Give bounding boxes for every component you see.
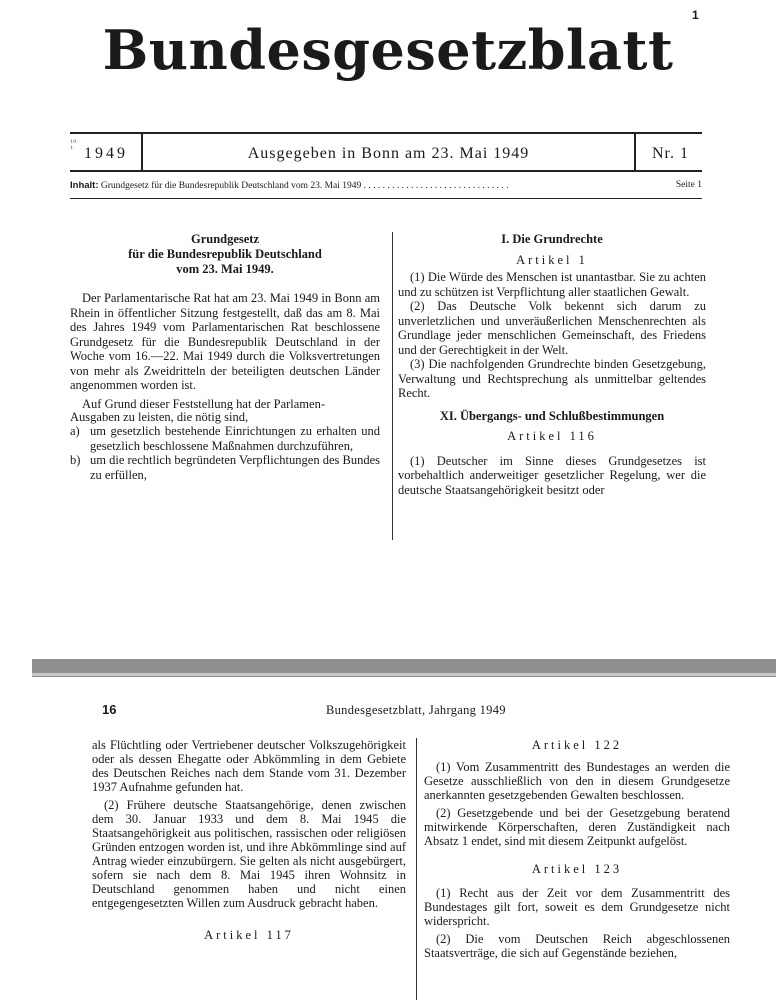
article-heading: Artikel 122: [531, 738, 623, 752]
law-title-line-2: für die Bundesrepublik Deutschland: [128, 247, 322, 261]
article-paragraph: (1) Die Würde des Menschen ist unantastbar. Sie zu achten und zu schützen ist Verpflichtung aller staatlichen Gewalt.: [398, 270, 706, 299]
article-heading: Artikel 116: [507, 429, 597, 443]
article-paragraph: (2) Das Deutsche Volk bekennt sich darum zu unverletzlichen und unveräußerlichen Menschenrechten als Grundlage jeder menschlichen Gemeinschaft, des Friedens und der Gerechtigkeit in der Welt.: [398, 299, 706, 357]
law-title-line-3: vom 23. Mai 1949.: [176, 262, 274, 276]
preamble-continuation: Ausgaben zu leisten, die nötig sind,: [70, 409, 249, 424]
contents-entry: Grundgesetz für die Bundesrepublik Deutschland vom 23. Mai 1949: [100, 181, 362, 191]
page16-right-column: [424, 738, 730, 960]
preamble-paragraph: Der Parlamentarische Rat hat am 23. Mai 1949 in Bonn am Rhein in öffentlicher Sitzung festgestellt, daß das am 8. Mai des Jahres 1949 vom Parlamentarischen Rat beschlossene Grundgesetz für die Bundesrepublik Deutschland in der Woche vom 16.—22. Mai 1949 durch die Volksvertretungen von mehr als Zweidritteln der beteiligten deutschen Länder angenommen worden ist.: [70, 291, 380, 392]
page-number: 1: [692, 8, 699, 22]
contents-leader-dots: . . . . . . . . . . . . . . . . . . . . . . . . . . . . . . .: [361, 181, 509, 191]
page-number: 16: [102, 702, 117, 717]
list-item-label: a): [70, 424, 80, 438]
column-rule: [392, 232, 393, 540]
list-item: [70, 424, 380, 453]
year-prefix-mark: 19 1.: [70, 139, 77, 151]
list-item-text: um gesetzlich bestehende Einrichtungen zu erhalten und gesetzlich beschlossene Maßnahmen durchzuführen,: [90, 424, 380, 453]
header-divider-right: [634, 132, 636, 172]
page-break-band-edge: [32, 673, 776, 676]
running-head: Bundesgesetzblatt, Jahrgang 1949: [326, 703, 506, 717]
column-rule: [416, 738, 417, 1000]
article-paragraph: als Flüchtling oder Vertriebener deutscher Volkszugehörigkeit oder als dessen Ehegatte oder Abkömmling in dem Gebiete des Deutschen Reiches nach dem Stande vom 31. Dezember 1937 Aufnahme gefunden hat.: [92, 738, 406, 794]
article-paragraph: (2) Gesetzgebende und bei der Gesetzgebung beratend mitwirkende Körperschaften, deren Zuständigkeit nach Absatz 1 endet, sind mit diesem Zeitpunkt aufgelöst.: [424, 806, 730, 848]
header-number: Nr. 1: [652, 145, 689, 162]
list-item: [70, 453, 380, 482]
page1-right-column: [398, 232, 706, 497]
header-year: 1949: [84, 145, 128, 162]
article-heading: Artikel 117: [204, 928, 294, 942]
section-heading: XI. Übergangs- und Schlußbestimmungen: [439, 408, 665, 423]
article-paragraph: (3) Die nachfolgenden Grundrechte binden Gesetzgebung, Verwaltung und Rechtsprechung als unmittelbar geltendes Recht.: [398, 357, 706, 400]
article-heading: Artikel 1: [516, 252, 588, 267]
article-paragraph: (1) Recht aus der Zeit vor dem Zusammentritt des Bundestages gilt fort, soweit es dem Grundgesetze nicht widerspricht.: [424, 886, 730, 928]
preamble-cut-line: Auf Grund dieser Feststellung hat der Parlamen-: [82, 396, 325, 410]
article-heading: Artikel 123: [531, 862, 623, 876]
header-issued: Ausgegeben in Bonn am 23. Mai 1949: [247, 145, 530, 162]
contents-label: Inhalt:: [70, 180, 99, 191]
article-paragraph: (2) Frühere deutsche Staatsangehörige, denen zwischen dem 30. Januar 1933 und dem 8. Mai 1945 die Staatsangehörigkeit aus politischen, rassischen oder religiösen Gründen entzogen worden ist, und ihre Abkömmlinge sind auf Antrag wieder einzubürgern. Sie gelten als nicht ausgebürgert, sofern sie nach dem 8. Mai 1945 ihren Wohnsitz in Deutschland genommen haben und nicht einen entgegengesetzten Willen zum Ausdruck gebracht haben.: [92, 798, 406, 910]
masthead-title: Bundesgesetzblatt: [102, 18, 674, 82]
list-item-label: b): [70, 453, 81, 467]
header-top-rule: [70, 132, 702, 134]
page16-left-column: [92, 738, 406, 942]
table-of-contents: [70, 180, 702, 191]
list-item-text: um die rechtlich begründeten Verpflichtungen des Bundes zu erfüllen,: [90, 453, 380, 482]
header-bottom-rule: [70, 170, 702, 172]
page1-left-column: [70, 232, 380, 482]
contents-rule: [70, 198, 702, 199]
contents-page-ref: Seite 1: [673, 180, 702, 190]
article-paragraph: (1) Vom Zusammentritt des Bundestages an werden die Gesetze ausschließlich von den in diesem Grundgesetze anerkannten gesetzgebenden Gewalten beschlossen.: [424, 760, 730, 802]
section-heading: I. Die Grundrechte: [501, 232, 603, 246]
article-paragraph: (1) Deutscher im Sinne dieses Grundgesetzes ist vorbehaltlich anderweitiger gesetzlicher Regelung, wer die deutsche Staatsangehörigkeit besitzt oder: [398, 453, 706, 497]
article-paragraph: (2) Die vom Deutschen Reich abgeschlossenen Staatsverträge, die sich auf Gegenstände beziehen,: [424, 932, 730, 960]
law-title-line-1: Grundgesetz: [190, 232, 260, 246]
